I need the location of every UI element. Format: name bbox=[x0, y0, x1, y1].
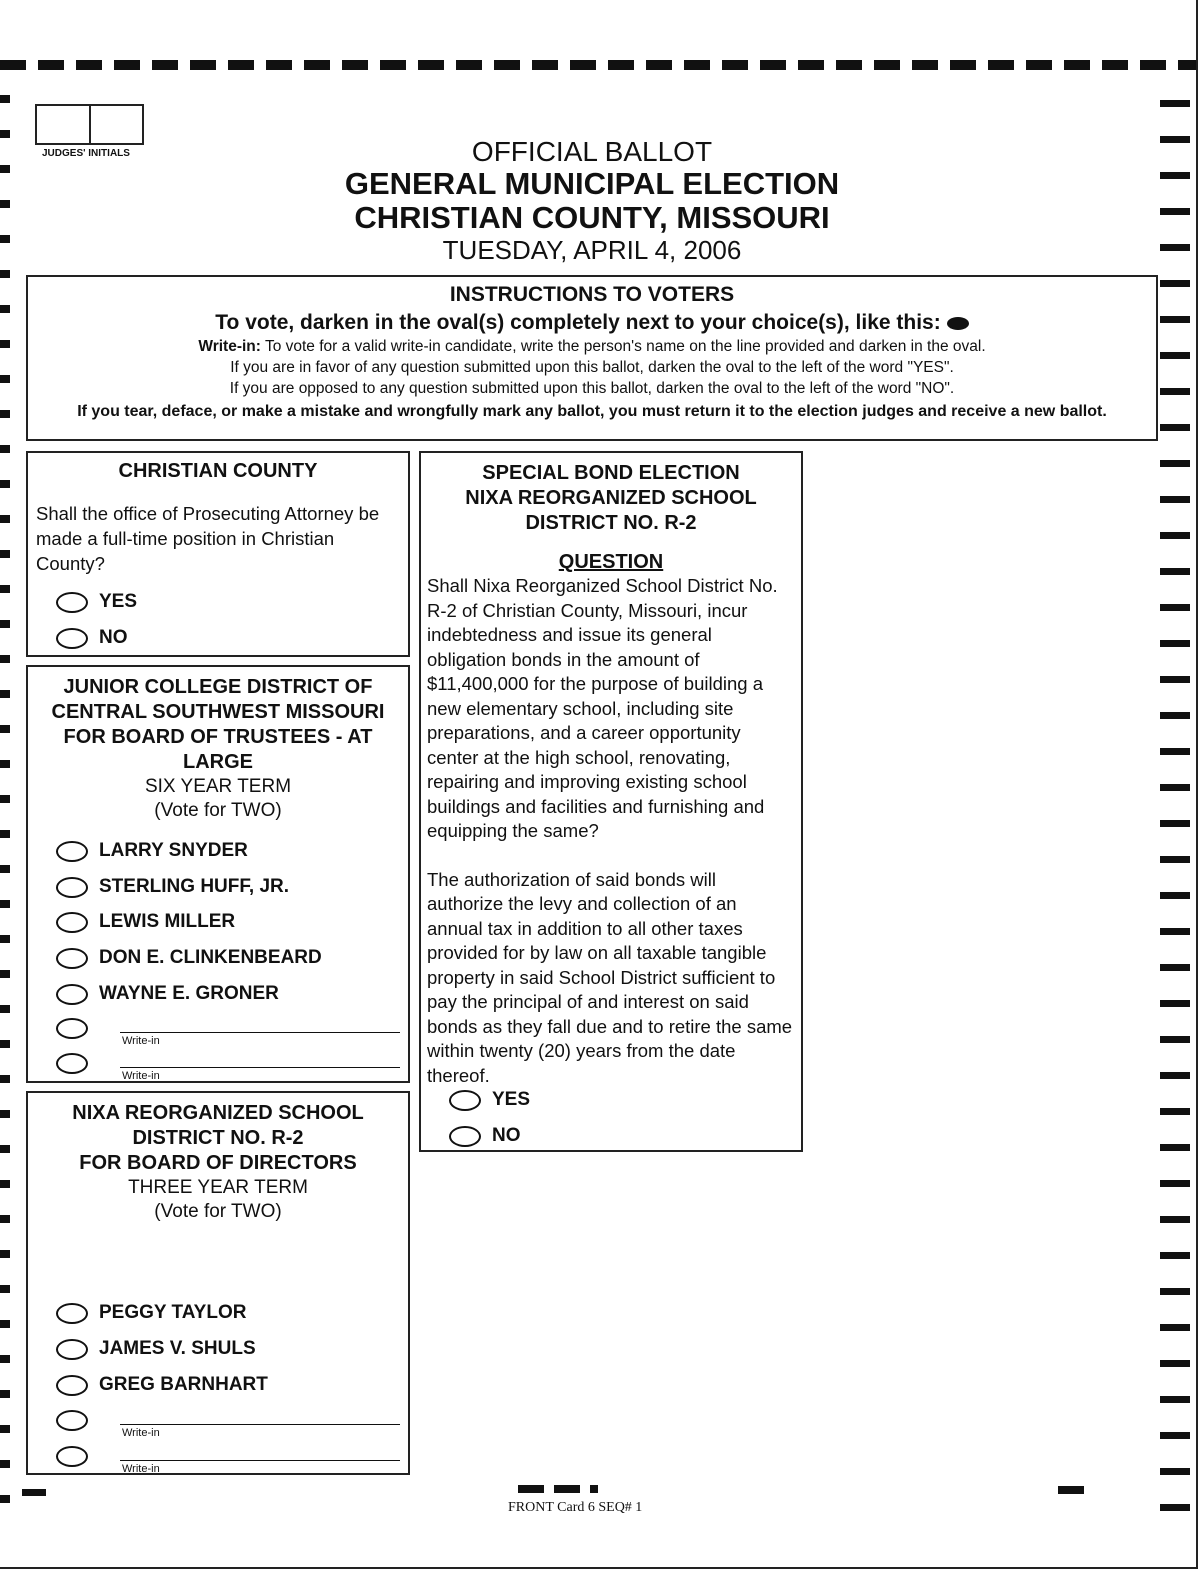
oval-icon[interactable] bbox=[56, 628, 88, 649]
oval-icon[interactable] bbox=[56, 1303, 88, 1324]
title-line: NIXA REORGANIZED SCHOOL bbox=[465, 487, 757, 509]
candidate-name: STERLING HUFF, JR. bbox=[99, 876, 290, 897]
oval-icon[interactable] bbox=[56, 841, 88, 862]
write-in-line[interactable] bbox=[120, 1424, 400, 1425]
title-line: CENTRAL SOUTHWEST MISSOURI bbox=[51, 701, 385, 723]
option-label: YES bbox=[492, 1089, 531, 1110]
oval-icon[interactable] bbox=[56, 592, 88, 613]
candidate-larry-snyder[interactable] bbox=[56, 840, 248, 862]
header-election-name: GENERAL MUNICIPAL ELECTION bbox=[344, 166, 840, 201]
candidate-name: PEGGY TAYLOR bbox=[99, 1302, 247, 1323]
timing-marks-left bbox=[0, 95, 10, 1525]
candidate-name: LARRY SNYDER bbox=[99, 840, 248, 861]
oval-icon[interactable] bbox=[56, 1375, 88, 1396]
bond-election-title bbox=[421, 461, 801, 536]
oval-icon[interactable] bbox=[449, 1090, 481, 1111]
candidate-don-clinkenbeard[interactable] bbox=[56, 947, 322, 969]
write-in-label: Write-in bbox=[122, 1427, 160, 1439]
oval-icon[interactable] bbox=[56, 948, 88, 969]
writein-label: Write-in: bbox=[198, 338, 261, 355]
bond-authorization-text: The authorization of said bonds will authorize the levy and collection of an annual tax in addition to all other taxes provided for by law on all taxable tangible property in said School District sufficient to pay the principal of and interest on said bonds as they fall due and to retire the same within twenty (20) years from the date thereof. bbox=[427, 868, 793, 1086]
christian-county-question: Shall the office of Prosecuting Attorney be made a full-time position in Christian County? bbox=[36, 503, 380, 574]
oval-icon[interactable] bbox=[56, 877, 88, 898]
oval-icon[interactable] bbox=[56, 1339, 88, 1360]
vote-for-label: (Vote for TWO) bbox=[154, 800, 282, 821]
junior-college-contest bbox=[26, 665, 410, 1083]
option-label: NO bbox=[99, 627, 128, 648]
header-county: CHRISTIAN COUNTY, MISSOURI bbox=[354, 200, 830, 235]
term-label: SIX YEAR TERM bbox=[144, 776, 292, 797]
term-label: THREE YEAR TERM bbox=[128, 1177, 308, 1198]
timing-mark-corner bbox=[1058, 1486, 1084, 1494]
timing-marks-right bbox=[1160, 100, 1190, 1520]
instructions-main-text: To vote, darken in the oval(s) completely next to your choice(s), like this: bbox=[215, 311, 941, 334]
option-yes[interactable] bbox=[56, 591, 137, 613]
candidate-peggy-taylor[interactable] bbox=[56, 1302, 246, 1324]
write-in-line[interactable] bbox=[120, 1032, 400, 1033]
judges-initials-label: JUDGES' INITIALS bbox=[42, 148, 130, 159]
option-yes[interactable] bbox=[449, 1089, 530, 1111]
vote-for-label: (Vote for TWO) bbox=[154, 1201, 282, 1222]
filled-oval-icon bbox=[947, 317, 969, 330]
option-no[interactable] bbox=[449, 1125, 521, 1147]
nixa-directors-contest bbox=[26, 1091, 410, 1475]
title-line: NIXA REORGANIZED SCHOOL bbox=[72, 1102, 364, 1124]
judges-initials-box bbox=[35, 104, 144, 145]
option-label: NO bbox=[492, 1125, 521, 1146]
write-in-label: Write-in bbox=[122, 1070, 160, 1082]
option-no[interactable] bbox=[56, 627, 128, 649]
oval-icon[interactable] bbox=[56, 1018, 88, 1039]
oval-icon[interactable] bbox=[56, 912, 88, 933]
candidate-name: GREG BARNHART bbox=[99, 1374, 268, 1395]
title-line: FOR BOARD OF TRUSTEES - AT LARGE bbox=[63, 726, 373, 773]
initials-cell-1 bbox=[37, 106, 91, 143]
title-line: DISTRICT NO. R-2 bbox=[525, 512, 697, 534]
card-sequence-label: FRONT Card 6 SEQ# 1 bbox=[508, 1500, 643, 1515]
oval-icon[interactable] bbox=[449, 1126, 481, 1147]
header-date: TUESDAY, APRIL 4, 2006 bbox=[442, 235, 742, 265]
christian-county-contest bbox=[26, 451, 410, 657]
timing-mark-corner bbox=[22, 1489, 46, 1496]
candidate-name: LEWIS MILLER bbox=[99, 911, 236, 932]
initials-cell-2 bbox=[91, 106, 143, 143]
candidate-greg-barnhart[interactable] bbox=[56, 1374, 268, 1396]
write-in-label: Write-in bbox=[122, 1463, 160, 1475]
timing-marks-footer bbox=[518, 1485, 598, 1493]
instructions-title: INSTRUCTIONS TO VOTERS bbox=[449, 283, 735, 306]
instructions-tear: If you tear, deface, or make a mistake and wrongfully mark any ballot, you must return it to the election judges and receive a new ballot. bbox=[77, 403, 1107, 420]
candidate-name: DON E. CLINKENBEARD bbox=[99, 947, 322, 968]
christian-county-title: CHRISTIAN COUNTY bbox=[118, 460, 318, 482]
timing-marks-top bbox=[0, 60, 1196, 70]
ballot-header bbox=[200, 136, 984, 265]
oval-icon[interactable] bbox=[56, 984, 88, 1005]
candidate-lewis-miller[interactable] bbox=[56, 911, 235, 933]
oval-icon[interactable] bbox=[56, 1410, 88, 1431]
writein-text: To vote for a valid write-in candidate, write the person's name on the line provided and darken in the oval. bbox=[264, 338, 986, 355]
title-line: JUNIOR COLLEGE DISTRICT OF bbox=[63, 676, 373, 698]
nixa-directors-title bbox=[28, 1101, 408, 1224]
instructions-main bbox=[28, 311, 1156, 335]
title-line: SPECIAL BOND ELECTION bbox=[482, 462, 740, 484]
instructions-no: If you are opposed to any question submitted upon this ballot, darken the oval to the left of the word "NO". bbox=[229, 380, 955, 397]
title-line: FOR BOARD OF DIRECTORS bbox=[79, 1152, 357, 1174]
write-in-line[interactable] bbox=[120, 1067, 400, 1068]
write-in-line[interactable] bbox=[120, 1460, 400, 1461]
option-label: YES bbox=[99, 591, 138, 612]
candidate-james-shuls[interactable] bbox=[56, 1338, 256, 1360]
question-heading: QUESTION bbox=[558, 551, 664, 573]
candidate-name: JAMES V. SHULS bbox=[99, 1338, 256, 1359]
title-line: DISTRICT NO. R-2 bbox=[132, 1127, 304, 1149]
junior-college-title bbox=[28, 675, 408, 823]
header-official-ballot: OFFICIAL BALLOT bbox=[471, 136, 713, 167]
write-in-label: Write-in bbox=[122, 1035, 160, 1047]
instructions-yes: If you are in favor of any question submitted upon this ballot, darken the oval to the left of the word "YES". bbox=[230, 359, 954, 376]
oval-icon[interactable] bbox=[56, 1446, 88, 1467]
candidate-wayne-groner[interactable] bbox=[56, 983, 279, 1005]
instructions-writein bbox=[28, 338, 1156, 356]
candidate-name: WAYNE E. GRONER bbox=[99, 983, 279, 1004]
bond-question-text: Shall Nixa Reorganized School District No. R-2 of Christian County, Missouri, incur indebtedness and issue its general obligation bonds in the amount of $11,400,000 for the purpose of building a new elementary school, including site preparations, and a career opportunity center at the high school, renovating, repairing and improving existing school buildings and facilities and furnishing and equipping the same? bbox=[427, 575, 778, 841]
bond-election-contest bbox=[419, 451, 803, 1152]
candidate-sterling-huff[interactable] bbox=[56, 876, 289, 898]
instructions-box bbox=[26, 275, 1158, 441]
oval-icon[interactable] bbox=[56, 1053, 88, 1074]
